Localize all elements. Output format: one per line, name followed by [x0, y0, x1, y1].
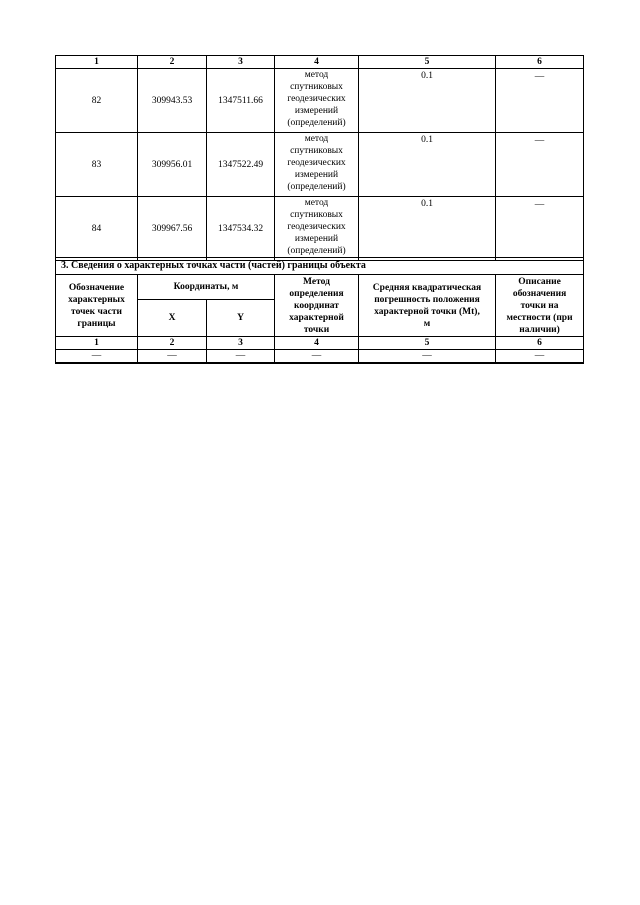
header-x: X [138, 300, 207, 337]
method-cell [275, 133, 359, 197]
method-line: геодезических [287, 94, 346, 104]
header-line: точки [303, 324, 330, 335]
method-line: спутниковых [290, 82, 343, 92]
header-line: местности (при [506, 312, 573, 323]
coord-x: 309956.01 [138, 133, 207, 197]
header-line: Средняя квадратическая [372, 282, 482, 293]
header-y: Y [207, 300, 275, 337]
method-cell [275, 197, 359, 261]
col-number: 2 [138, 56, 207, 69]
header-line: обозначения [512, 288, 567, 299]
coord-y: 1347511.66 [207, 69, 275, 133]
header-line: характерной [289, 312, 344, 323]
table-row [56, 133, 584, 197]
method-line: измерений [294, 170, 339, 180]
table-row [56, 350, 584, 364]
header-point-designation [56, 275, 138, 337]
method-line: измерений [294, 234, 339, 244]
method-line: (определений) [287, 246, 346, 256]
method-line: геодезических [287, 222, 346, 232]
point-id: 82 [56, 69, 138, 133]
coord-y: 1347534.32 [207, 197, 275, 261]
empty-cell: — [359, 350, 496, 364]
col-number: 5 [359, 337, 496, 350]
points-table [55, 55, 584, 261]
col-number: 4 [275, 56, 359, 69]
method-line: геодезических [287, 158, 346, 168]
header-line: характерной точки (Mt), [374, 306, 480, 317]
description: — [496, 69, 584, 133]
description: — [496, 197, 584, 261]
method-line: (определений) [287, 118, 346, 128]
method-line: метод [304, 198, 329, 208]
table-row [56, 69, 584, 133]
header-line: Описание [518, 276, 561, 287]
header-coordinates: Координаты, м [138, 275, 275, 300]
col-number: 5 [359, 56, 496, 69]
header-method [275, 275, 359, 337]
col-number: 6 [496, 337, 584, 350]
coord-y: 1347522.49 [207, 133, 275, 197]
header-line: Метод [303, 276, 330, 287]
col-number: 2 [138, 337, 207, 350]
section-title: 3. Сведения о характерных точках части (частей) границы объекта [56, 258, 584, 275]
mt-value: 0.1 [359, 197, 496, 261]
method-line: спутниковых [290, 210, 343, 220]
header-line: определения [289, 288, 344, 299]
method-line: (определений) [287, 182, 346, 192]
section-title-row [56, 258, 584, 275]
header-line: координат [294, 300, 339, 311]
col-number: 6 [496, 56, 584, 69]
col-number: 1 [56, 337, 138, 350]
col-number: 1 [56, 56, 138, 69]
mt-value: 0.1 [359, 69, 496, 133]
header-line: границы [77, 318, 116, 329]
empty-cell: — [275, 350, 359, 364]
header-line: м [423, 318, 431, 329]
coord-x: 309967.56 [138, 197, 207, 261]
col-number: 4 [275, 337, 359, 350]
method-line: спутниковых [290, 146, 343, 156]
header-line: точек части [71, 306, 122, 317]
description: — [496, 133, 584, 197]
column-number-row [56, 337, 584, 350]
coord-x: 309943.53 [138, 69, 207, 133]
header-line: точки на [520, 300, 559, 311]
header-line: Обозначение [68, 282, 125, 293]
header-description [496, 275, 584, 337]
empty-cell: — [496, 350, 584, 364]
col-number: 3 [207, 337, 275, 350]
method-cell [275, 69, 359, 133]
header-line: характерных [68, 294, 125, 305]
header-mt [359, 275, 496, 337]
header-row [56, 275, 584, 300]
method-line: метод [304, 70, 329, 80]
column-number-row [56, 56, 584, 69]
table-row [56, 197, 584, 261]
method-line: метод [304, 134, 329, 144]
point-id: 84 [56, 197, 138, 261]
mt-value: 0.1 [359, 133, 496, 197]
header-line: погрешность положения [374, 294, 480, 305]
point-id: 83 [56, 133, 138, 197]
method-line: измерений [294, 106, 339, 116]
empty-cell: — [56, 350, 138, 364]
empty-cell: — [207, 350, 275, 364]
col-number: 3 [207, 56, 275, 69]
empty-cell: — [138, 350, 207, 364]
part-boundary-table [55, 257, 584, 364]
header-line: наличии) [519, 324, 560, 335]
